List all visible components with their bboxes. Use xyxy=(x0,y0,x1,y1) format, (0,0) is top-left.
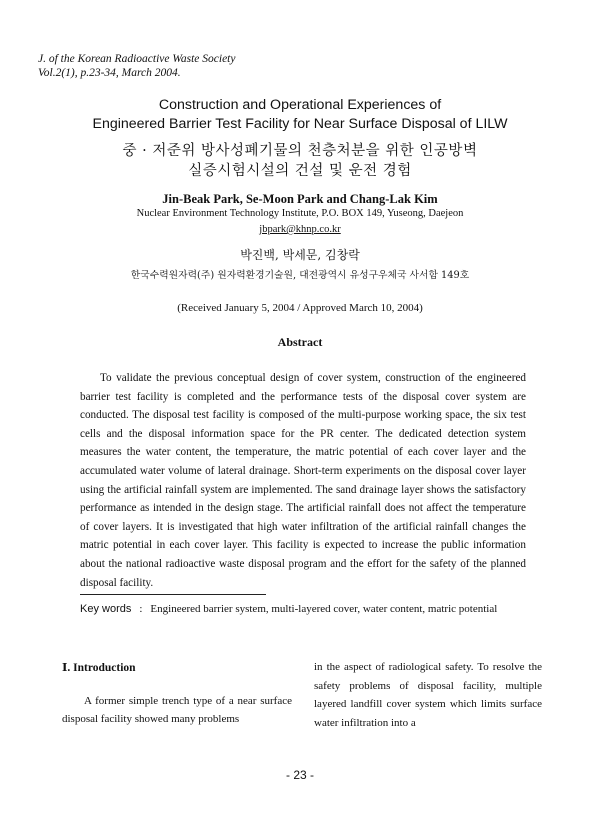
author-affiliation: Nuclear Environment Technology Institute, P.O. BOX 149, Yuseong, Daejeon xyxy=(136,208,464,219)
author-names-korean: 박진백, 박세문, 김창락 xyxy=(240,248,360,262)
korean-title-line-2: 실증시험시설의 건설 및 운전 경험 xyxy=(188,163,412,179)
author-affiliation-korean: 한국수력원자력(주) 원자력환경기술원, 대전광역시 유성구우체국 사서함 149호 xyxy=(130,270,470,281)
abstract-body: To validate the previous conceptual design of cover system, construction of the engineered barrier test facility is completed and the performance tests of the disposal cover system are conducted. The disposal test facility is composed of the multi-purpose working space, the six test cells and the disposal information space for the PR center. The dedicated detection system measures the water content, the temperature, the matric potential of each cover layer and the accumulated water volume of lateral drainage. Short-term experiments on the disposal cover layer using the artificial rainfall system are implemented. The sand drainage layer shows the satisfactory performance as intended in the design stage. The artificial rainfall does not affect the temperature of cover layers. It is investigated that high water infiltration of the artificial rainfall changes the matric potential in each cover layer. This facility is expected to increase the public information about the national radioactive waste disposal program and the effort for the safety of the planned disposal facility. xyxy=(80,372,526,589)
english-title-line-1: Construction and Operational Experiences of xyxy=(158,97,442,113)
korean-title-line-1: 중 · 저준위 방사성폐기물의 천층처분을 위한 인공방벽 xyxy=(122,143,478,159)
received-approved-dates: (Received January 5, 2004 / Approved March 10, 2004) xyxy=(177,302,423,314)
english-title xyxy=(0,96,600,134)
keywords-divider xyxy=(80,594,266,595)
keywords xyxy=(80,600,526,618)
keywords-text: Engineered barrier system, multi-layered cover, water content, matric potential xyxy=(150,603,498,615)
author-names: Jin-Beak Park, Se-Moon Park and Chang-Lak Kim xyxy=(162,192,438,206)
english-title-line-2: Engineered Barrier Test Facility for Near Surface Disposal of LILW xyxy=(92,116,508,132)
keywords-colon: : xyxy=(139,603,143,615)
introduction-right-column: in the aspect of radiological safety. To resolve the safety problems of disposal facility, multiple layered landfill cover system which limits surface water infiltration into a xyxy=(314,661,542,729)
keywords-label: Key words xyxy=(80,603,132,615)
introduction-left-column: A former simple trench type of a near surface disposal facility showed many problems xyxy=(62,695,292,725)
abstract-heading: Abstract xyxy=(277,335,323,349)
korean-title xyxy=(0,141,600,181)
author-email[interactable]: jbpark@khnp.co.kr xyxy=(259,224,341,235)
journal-name: J. of the Korean Radioactive Waste Society xyxy=(38,53,236,65)
page-number: - 23 - xyxy=(285,768,314,782)
journal-volume: Vol.2(1), p.23-34, March 2004. xyxy=(38,67,181,79)
journal-citation xyxy=(38,52,235,80)
introduction-heading: Ⅰ. Introduction xyxy=(62,662,136,674)
